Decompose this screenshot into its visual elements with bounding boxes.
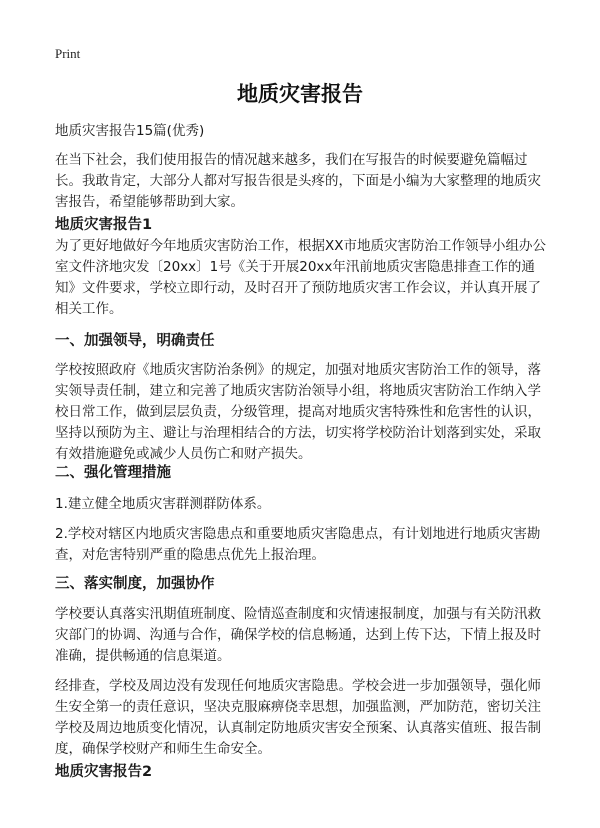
section-1-paragraph: 学校按照政府《地质灾害防治条例》的规定，加强对地质灾害防治工作的领导，落实领导责任制，建立和完善了地质灾害防治领导小组，将地质灾害防治工作纳入学校日常工作，做到层层负责，分级管理，提高对地质灾害特殊性和危害性的认识，坚持以预防为主、避让与治理相结合的方法，切实将学校防治计划落到实处，采取有效措施避免或减少人员伤亡和财产损失。 [55, 362, 541, 462]
print-link[interactable]: Print [55, 46, 81, 61]
page-title: 地质灾害报告 [237, 82, 363, 106]
intro-paragraph: 在当下社会，我们使用报告的情况越来越多，我们在写报告的时候要避免篇幅过长。我敢肯定，大部分人都对写报告很是头疼的，下面是小编为大家整理的地质灾害报告，希望能够帮助到大家。 [55, 152, 541, 210]
section-3-paragraph-1: 学校要认真落实汛期值班制度、险情巡查制度和灾情速报制度，加强与有关防汛救灾部门的协调、沟通与合作，确保学校的信息畅通，达到上传下达，下情上报及时准确，提供畅通的信息渠道。 [55, 606, 541, 664]
section-2-item-1: 1.建立健全地质灾害群测群防体系。 [55, 496, 271, 512]
subtitle: 地质灾害报告15篇(优秀) [55, 123, 205, 139]
report-1-paragraph: 为了更好地做好今年地质灾害防治工作，根据XX市地质灾害防治工作领导小组办公室文件济地灾发〔20xx〕1号《关于开展20xx年汛前地质灾害隐患排查工作的通知》文件要求，学校立即行动，及时召开了预防地质灾害工作会议，并认真开展了相关工作。 [55, 238, 546, 317]
report-1-heading: 地质灾害报告1 [55, 217, 153, 233]
section-3-heading: 三、落实制度，加强协作 [55, 576, 215, 592]
section-3-paragraph-2: 经排查，学校及周边没有发现任何地质灾害隐患。学校会进一步加强领导，强化师生安全第一的责任意识，坚决克服麻痹侥幸思想，加强监测，严加防范，密切关注学校及周边地质变化情况，认真制定防地质灾害安全预案、认真落实值班、报告制度，确保学校财产和师生生命安全。 [55, 678, 541, 757]
section-2-item-2: 2.学校对辖区内地质灾害隐患点和重要地质灾害隐患点，有计划地进行地质灾害勘查，对危害特别严重的隐患点优先上报治理。 [55, 526, 541, 563]
section-1-heading: 一、加强领导，明确责任 [55, 333, 215, 349]
report-2-heading: 地质灾害报告2 [55, 764, 153, 780]
section-2-heading: 二、强化管理措施 [55, 465, 171, 481]
